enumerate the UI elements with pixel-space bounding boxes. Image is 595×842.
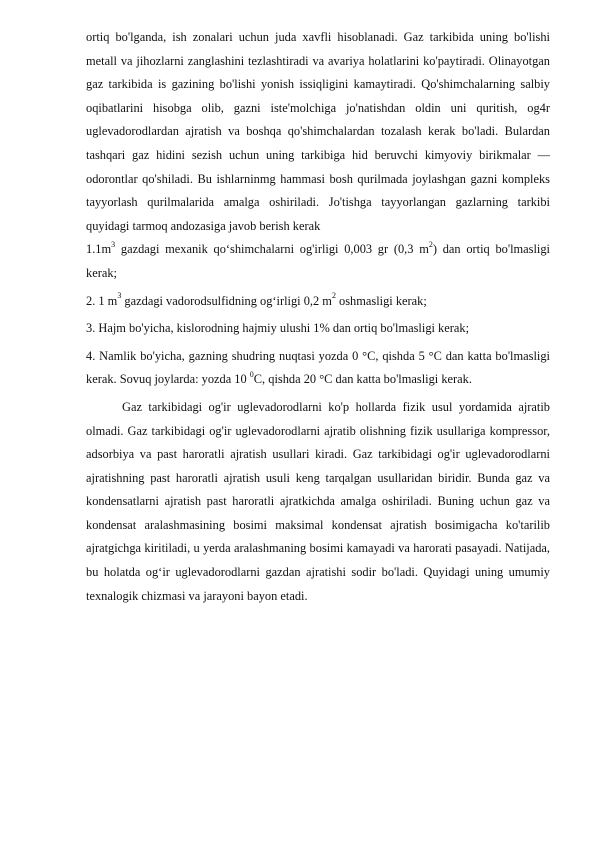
requirement-mechanical-impurities <box>86 238 550 285</box>
requirement-text-start: 4. Namlik bo'yicha, gazning shudring nuqtasi yozda 0 °C, qishda 5 °C dan katta bo'lmasligi kerak. Sovuq joylarda: yozda 10 <box>86 348 550 387</box>
document-page <box>86 26 550 608</box>
requirement-text-start: 3. Hajm bo'yicha, kislorodning hajmiy ulushi 1% dan ortiq bo'lmasligi kerak; <box>86 321 470 336</box>
requirement-text-middle: gazdagi vadorodsulfidning og‘irligi 0,2 m <box>121 293 332 308</box>
intro-paragraph: ortiq bo'lganda, ish zonalari uchun juda xavfli hisoblanadi. Gaz tarkibida uning bo'lishi metall va jihozlarni zanglashini tezlashtiradi va avariya holatlarini ko'paytiradi. Olinayotgan gaz tarkibida is gazining bo'lishi yonish issiqligini kamaytiradi. Qo'shimchalarning salbiy oqibatlarini hisobga olib, gazni iste'molchiga jo'natishdan oldin uni quritish, og4r uglevadorodlardan ajratish va boshqa qo'shimchalardan tozalash kerak bo'ladi. Bulardan tashqari gaz hidini sezish uchun uning tarkibiga hid beruvchi kimyoviy birikmalar — odorontlar qo'shiladi. Bu ishlarninmg hammasi bosh qurilmada joylashgan gazni kompleks tayyorlash qurilmalarida amalga oshiriladi. Jo'tishga tayyorlangan gazlarning tarkibi quyidagi tarmoq andozasiga javob berish kerak <box>86 30 550 233</box>
superscript: 0 <box>249 370 254 380</box>
superscript: 3 <box>117 291 122 301</box>
superscript: 2 <box>331 291 336 301</box>
requirement-text-end: oshmasligi kerak; <box>335 293 427 308</box>
requirement-text-end: ) dan ortiq bo'lmasligi kerak; <box>86 242 550 280</box>
requirement-text-middle: C, qishda 20 °C dan katta bo'lmasligi kerak. <box>253 372 472 387</box>
requirement-text-middle: gazdagi mexanik qo‘shimchalarni og'irligi 0,003 gr (0,3 m <box>115 242 429 257</box>
requirement-text-start: 1.1m <box>86 242 112 257</box>
requirement-dew-point <box>86 345 550 392</box>
superscript: 2 <box>428 240 433 250</box>
separation-paragraph: Gaz tarkibidagi og'ir uglevadorodlarni ko'p hollarda fizik usul yordamida ajratib olmadi. Gaz tarkibidagi og'ir uglevadorodlarni ajratib olishning fizik usullariga kompressor, adsorbiya va past haroratli ajratish usullari kiradi. Gaz tarkibidagi og'ir uglevadorodlarni ajratishning past haroratli ajratish usuli keng tarqalgan usullaridan biridir. Bunda gaz va kondensatlarni ajratish past haroratli ajratkichda amalga oshiriladi. Buning uchun gaz va kondensat aralashmasining bosimi maksimal kondensat ajratish bosimigacha ko'tarilib ajratgichga kiritiladi, u yerda aralashmaning bosimi kamayadi va harorati pasayadi. Natijada, bu holatda og‘ir uglevadorodlarni gazdan ajratishi sodir bo'ladi. Quyidagi uning umumiy texnalogik chizmasi va jarayoni bayon etadi. <box>86 399 550 603</box>
superscript: 3 <box>111 240 116 250</box>
requirement-text-start: 2. 1 m <box>86 293 118 308</box>
requirement-hydrogen-sulfide <box>86 290 550 314</box>
requirement-oxygen <box>86 317 550 341</box>
